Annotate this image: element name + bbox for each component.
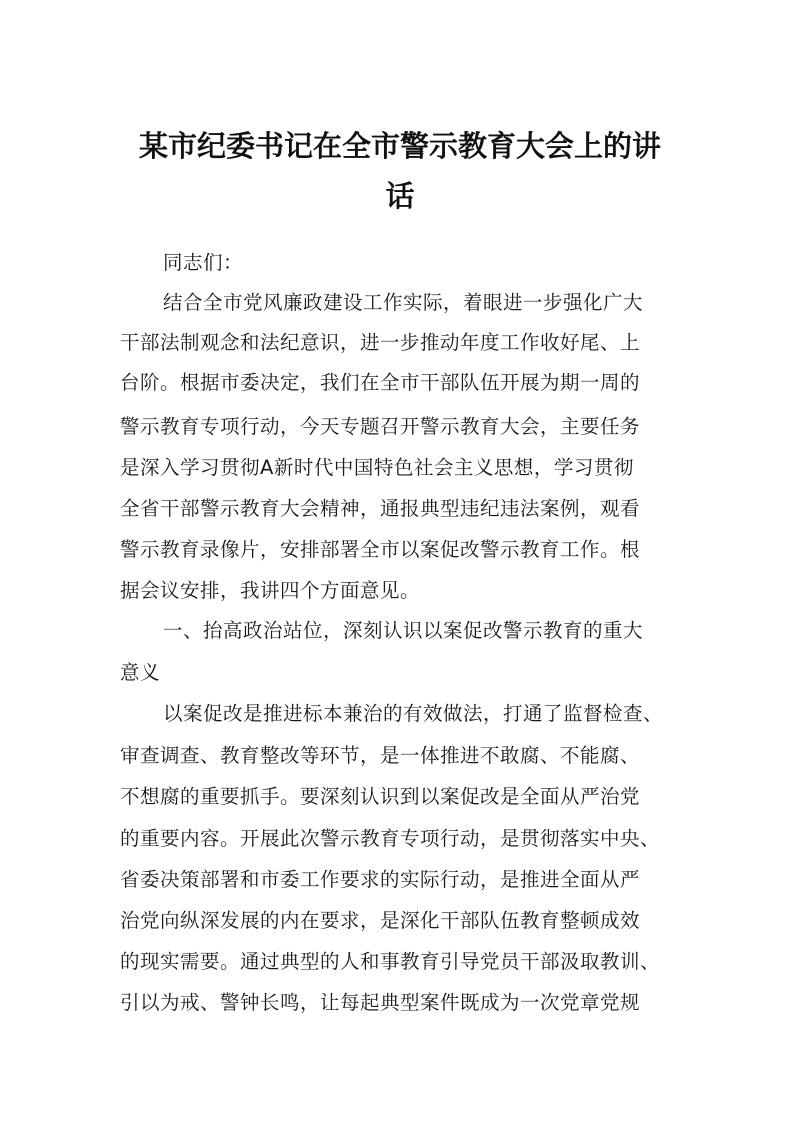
paragraph-line: 警示教育专项行动，今天专题召开警示教育大会，主要任务: [120, 415, 641, 438]
paragraph-line: 审查调查、教育整改等环节，是一体推进不敢腐、不能腐、: [120, 744, 641, 767]
paragraph-line: 全省干部警示教育大会精神，通报典型违纪违法案例，观看: [120, 497, 641, 520]
paragraph-line: 是深入学习贯彻A新时代中国特色社会主义思想，学习贯彻: [120, 456, 634, 479]
paragraph-line: 警示教育录像片，安排部署全市以案促改警示教育工作。根: [120, 538, 641, 561]
document-title-line-1: 某市纪委书记在全市警示教育大会上的讲: [138, 129, 661, 163]
greeting: 同志们：: [163, 251, 244, 274]
section-heading-line: 意义: [120, 661, 161, 684]
paragraph-line: 治党向纵深发展的内在要求，是深化干部队伍教育整顿成效: [120, 909, 641, 932]
document-title-line-2: 话: [385, 179, 415, 213]
paragraph-line: 结合全市党风廉政建设工作实际，着眼进一步强化广大: [163, 291, 644, 314]
paragraph-line: 不想腐的重要抓手。要深刻认识到以案促改是全面从严治党: [120, 785, 641, 808]
paragraph-line: 的现实需要。通过典型的人和事教育引导党员干部汲取教训、: [120, 950, 661, 973]
section-heading-line: 一、抬高政治站位，深刻认识以案促改警示教育的重大: [163, 619, 644, 642]
paragraph-line: 省委决策部署和市委工作要求的实际行动，是推进全面从严: [120, 868, 641, 891]
paragraph-line: 的重要内容。开展此次警示教育专项行动，是贯彻落实中央、: [120, 827, 661, 850]
paragraph-line: 引以为戒、警钟长鸣，让每起典型案件既成为一次党章党规: [120, 991, 641, 1014]
paragraph-line: 以案促改是推进标本兼治的有效做法，打通了监督检查、: [163, 702, 664, 725]
paragraph-line: 台阶。根据市委决定，我们在全市干部队伍开展为期一周的: [120, 371, 641, 394]
paragraph-line: 干部法制观念和法纪意识，进一步推动年度工作收好尾、上: [120, 331, 641, 354]
paragraph-line: 据会议安排，我讲四个方面意见。: [120, 579, 421, 602]
